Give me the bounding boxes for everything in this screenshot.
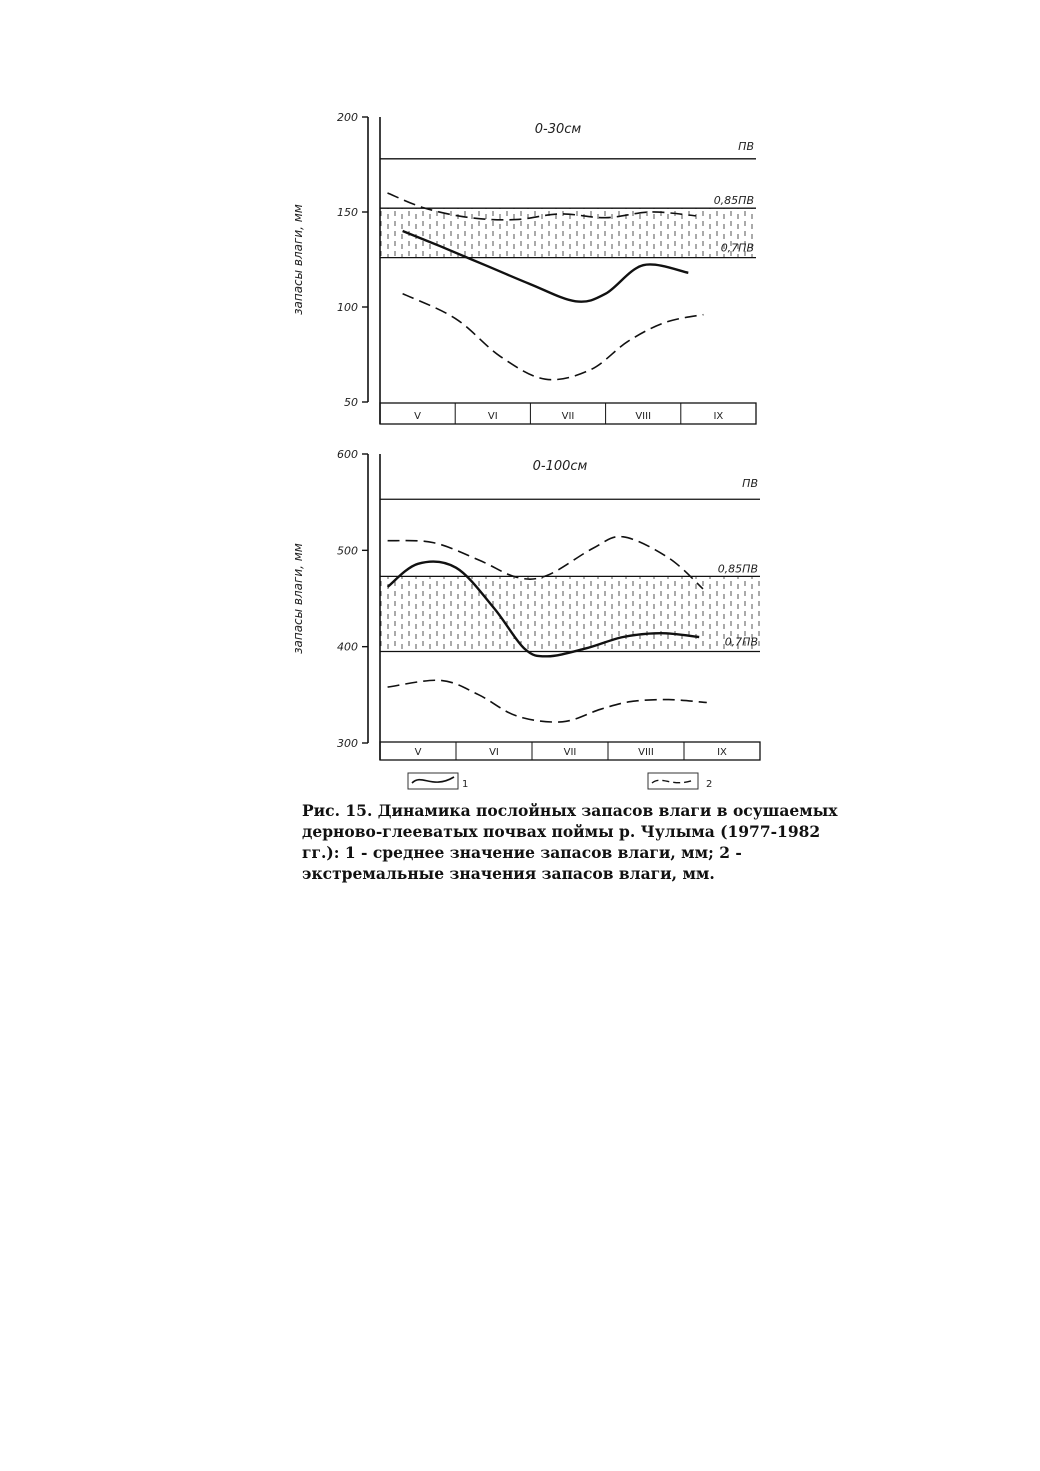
panel-title: 0-30см [534, 122, 582, 137]
y-tick-label: 300 [337, 737, 358, 750]
month-label: V [414, 411, 422, 422]
month-label: VII [563, 747, 577, 758]
legend-label-extreme: 2 [706, 779, 713, 790]
chart-panel-bottom [291, 448, 760, 760]
ref-line-085pv-label: 0,85ПВ [717, 562, 758, 576]
month-label: VI [489, 747, 499, 758]
legend [408, 773, 712, 790]
month-label: IX [713, 411, 724, 422]
month-label: IX [717, 747, 727, 758]
month-label: VI [487, 411, 498, 422]
y-axis-label: запасы влаги, мм [291, 543, 305, 654]
month-label: VIII [635, 411, 652, 422]
series-extreme-lower-line [403, 294, 704, 380]
month-label: VII [561, 411, 575, 422]
ref-line-pv-label: ПВ [738, 140, 754, 153]
panel-title: 0-100см [532, 459, 588, 474]
y-tick-label: 50 [344, 396, 358, 409]
legend-line-mean [412, 777, 454, 783]
y-tick-label: 100 [337, 301, 358, 314]
y-tick-label: 400 [337, 640, 358, 654]
hatched-range-band [380, 208, 756, 257]
y-axis-label: запасы влаги, мм [291, 204, 305, 315]
y-tick-label: 150 [337, 206, 358, 219]
hatched-range-band [380, 576, 760, 651]
figure-caption: Рис. 15. Динамика послойных запасов влаги в осушаемых дерново-глееватых почвах поймы р. Чулыма (1977-1982 гг.): 1 - среднее значение запасов влаги, мм; 2 - экстремальные значения запасов влаги, мм. [302, 801, 838, 883]
ref-line-pv-label: ПВ [742, 477, 758, 490]
legend-line-extreme [652, 780, 694, 783]
y-tick-label: 500 [337, 544, 358, 558]
series-extreme-lower-line [388, 680, 707, 722]
ref-line-07pv-label: 0,7ПВ [724, 635, 758, 649]
month-label: VIII [638, 747, 654, 758]
chart-panel-top [291, 111, 756, 424]
ref-line-085pv-label: 0,85ПВ [713, 194, 754, 208]
month-label: V [414, 747, 422, 758]
y-tick-label: 600 [337, 448, 358, 461]
y-tick-label: 200 [337, 111, 358, 124]
ref-line-07pv-label: 0,7ПВ [720, 241, 754, 255]
legend-label-mean: 1 [462, 779, 469, 790]
